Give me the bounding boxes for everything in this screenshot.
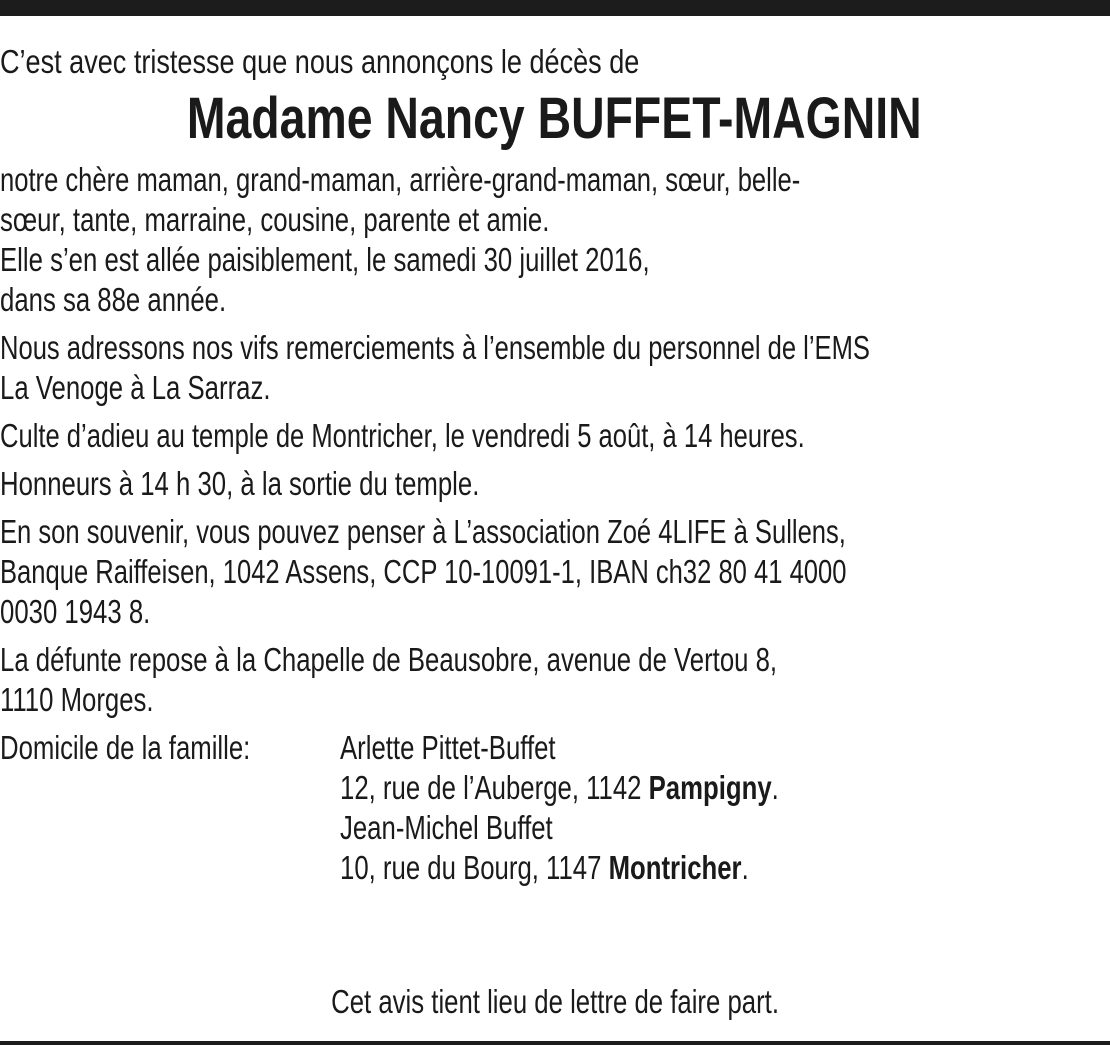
service-text: Culte d’adieu au temple de Montricher, le vendredi 5 août, à 14 heures. xyxy=(0,417,805,454)
donation-line xyxy=(0,592,1108,632)
intro-text: C’est avec tristesse que nous annonçons le décès de xyxy=(0,43,640,80)
family-label: Domicile de la famille: xyxy=(0,729,251,766)
family-label-line xyxy=(0,728,1108,768)
resting-place-line xyxy=(0,680,1108,720)
donation-paragraph xyxy=(0,512,1108,632)
contact-name: Jean-Michel Buffet xyxy=(340,809,553,846)
contact-address xyxy=(0,768,1108,808)
family-address-block xyxy=(0,728,1108,888)
relations-text-2: sœur, tante, marraine, cousine, parente et amie. xyxy=(0,201,550,238)
thanks-line xyxy=(0,328,1108,368)
thanks-paragraph xyxy=(0,328,1108,408)
passing-line xyxy=(0,240,1108,280)
donation-text-3: 0030 1943 8. xyxy=(0,593,151,630)
service-paragraph xyxy=(0,416,1108,456)
relations-paragraph xyxy=(0,160,1108,320)
passing-text-2: dans sa 88e année. xyxy=(0,281,227,318)
service-line xyxy=(0,416,1108,456)
honours-text: Honneurs à 14 h 30, à la sortie du temple. xyxy=(0,465,480,502)
thanks-text-1: Nous adressons nos vifs remerciements à l’ensemble du personnel de l’EMS xyxy=(0,329,870,366)
passing-text-1: Elle s’en est allée paisiblement, le samedi 30 juillet 2016, xyxy=(0,241,650,278)
contact-name-line xyxy=(0,808,1108,848)
contact-address-prefix: 12, rue de l’Auberge, 1142 xyxy=(340,769,642,806)
resting-place-text-2: 1110 Morges. xyxy=(0,681,154,718)
contact-town: Montricher xyxy=(608,849,742,886)
contact-name: Arlette Pittet-Buffet xyxy=(340,729,556,766)
contact-town: Pampigny xyxy=(648,769,772,806)
honours-line xyxy=(0,464,1108,504)
contact-address-prefix: 10, rue du Bourg, 1147 xyxy=(340,849,602,886)
resting-place-text-1: La défunte repose à la Chapelle de Beausobre, avenue de Vertou 8, xyxy=(0,641,778,678)
resting-place-paragraph xyxy=(0,640,1108,720)
contact-suffix: . xyxy=(771,769,779,806)
intro-line xyxy=(0,42,1108,82)
honours-paragraph xyxy=(0,464,1108,504)
donation-line xyxy=(0,552,1108,592)
resting-place-line xyxy=(0,640,1108,680)
notice-body xyxy=(0,42,1108,888)
passing-line xyxy=(0,280,1108,320)
bottom-border-rule xyxy=(0,1041,1110,1045)
donation-text-1: En son souvenir, vous pouvez penser à L’association Zoé 4LIFE à Sullens, xyxy=(0,513,846,550)
deceased-name xyxy=(0,84,1108,160)
relations-text-1: notre chère maman, grand-maman, arrière-grand-maman, sœur, belle- xyxy=(0,161,801,198)
contact-address xyxy=(0,848,1108,888)
closing-line xyxy=(0,982,1110,1022)
donation-line xyxy=(0,512,1108,552)
closing-text: Cet avis tient lieu de lettre de faire part. xyxy=(331,983,779,1020)
top-border-rule xyxy=(0,0,1110,16)
thanks-line xyxy=(0,368,1108,408)
contact-suffix: . xyxy=(741,849,749,886)
relations-line xyxy=(0,160,1108,200)
relations-line xyxy=(0,200,1108,240)
donation-text-2: Banque Raiffeisen, 1042 Assens, CCP 10-10091-1, IBAN ch32 80 41 4000 xyxy=(0,553,847,590)
deceased-name-text: Madame Nancy BUFFET-MAGNIN xyxy=(186,86,922,151)
thanks-text-2: La Venoge à La Sarraz. xyxy=(0,369,271,406)
